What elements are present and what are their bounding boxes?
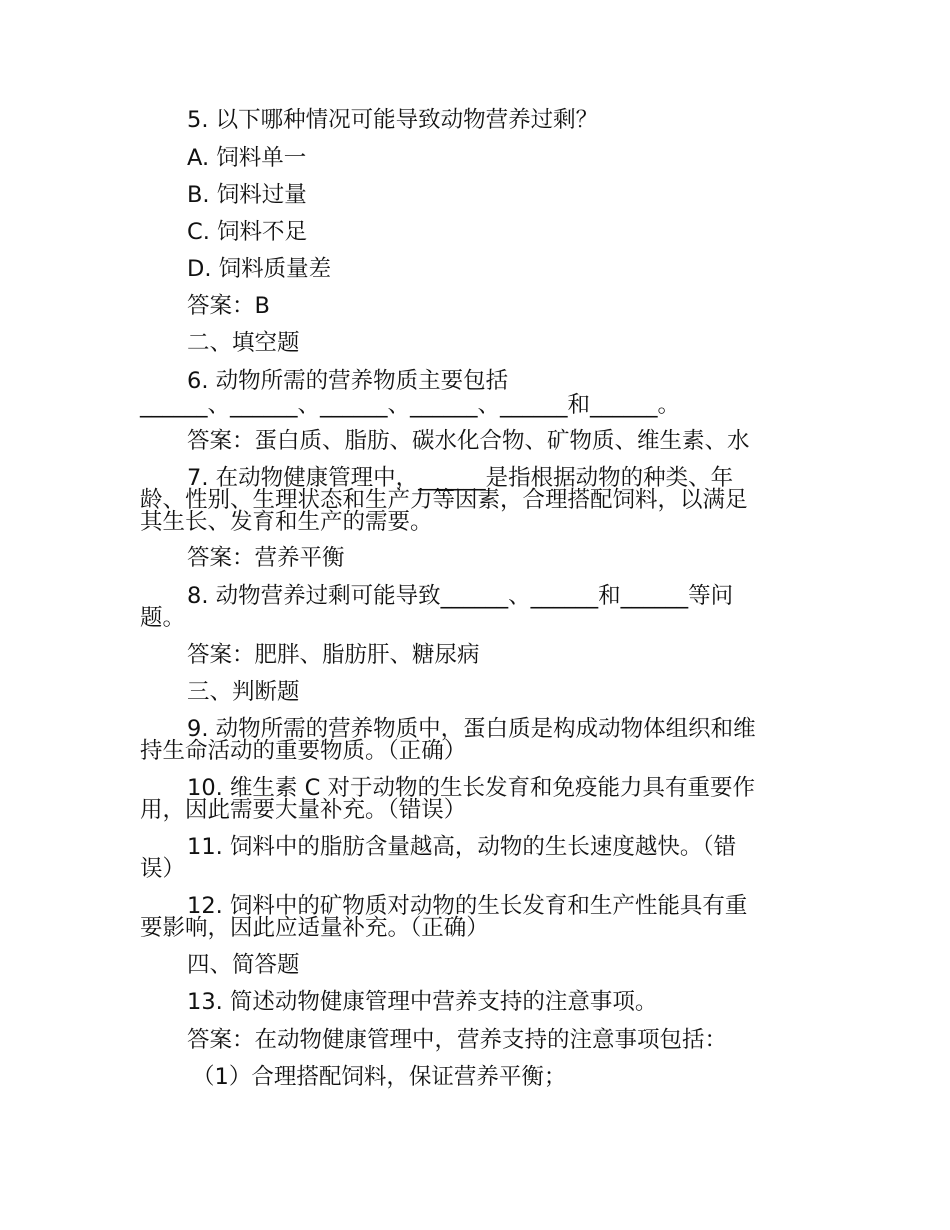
question-11-line-2: 误） [140,856,186,882]
question-7-line-2: 龄、性别、生理状态和生产力等因素，合理搭配饲料，以满足 [140,487,748,513]
section-heading-true-false: 三、判断题 [187,679,300,705]
question-7-line-3: 其生长、发育和生产的需要。 [140,509,433,535]
question-6-blanks: ______、______、______、______、______和______。 [140,392,681,418]
option-d: D. 饲料质量差 [187,256,332,282]
question-8-line-1: 8. 动物营养过剩可能导致______、______和______等问 [187,583,734,609]
question-12-line-2: 要影响，因此应适量补充。（正确） [140,915,489,941]
section-heading-short-answer: 四、简答题 [187,952,300,978]
answer-6: 答案：蛋白质、脂肪、碳水化合物、矿物质、维生素、水 [187,428,750,454]
answer-7: 答案：营养平衡 [187,545,345,571]
question-6: 6. 动物所需的营养物质主要包括 [187,368,509,394]
question-13: 13. 简述动物健康管理中营养支持的注意事项。 [187,989,658,1015]
question-12-line-1: 12. 饲料中的矿物质对动物的生长发育和生产性能具有重 [187,893,748,919]
answer-8: 答案：肥胖、脂肪肝、糖尿病 [187,642,480,668]
section-heading-fill-blank: 二、填空题 [187,330,300,356]
answer-13: 答案：在动物健康管理中，营养支持的注意事项包括： [187,1027,728,1053]
question-10-line-2: 用，因此需要大量补充。（错误） [140,797,467,823]
question-7-line-1: 7. 在动物健康管理中，______是指根据动物的种类、年 [187,465,734,491]
option-b: B. 饲料过量 [187,182,307,208]
question-10-line-1: 10. 维生素 C 对于动物的生长发育和免疫能力具有重要作 [187,775,755,801]
answer-13-item-1: （1）合理搭配饲料，保证营养平衡； [192,1064,567,1090]
option-a: A. 饲料单一 [187,145,307,171]
answer-5: 答案：B [187,293,270,319]
question-5: 5. 以下哪种情况可能导致动物营养过剩？ [187,107,599,133]
question-8-line-2: 题。 [140,605,186,631]
option-c: C. 饲料不足 [187,219,308,245]
question-9-line-1: 9. 动物所需的营养物质中，蛋白质是构成动物体组织和维 [187,716,756,742]
question-9-line-2: 持生命活动的重要物质。（正确） [140,738,467,764]
question-11-line-1: 11. 饲料中的脂肪含量越高，动物的生长速度越快。（错 [187,834,737,860]
